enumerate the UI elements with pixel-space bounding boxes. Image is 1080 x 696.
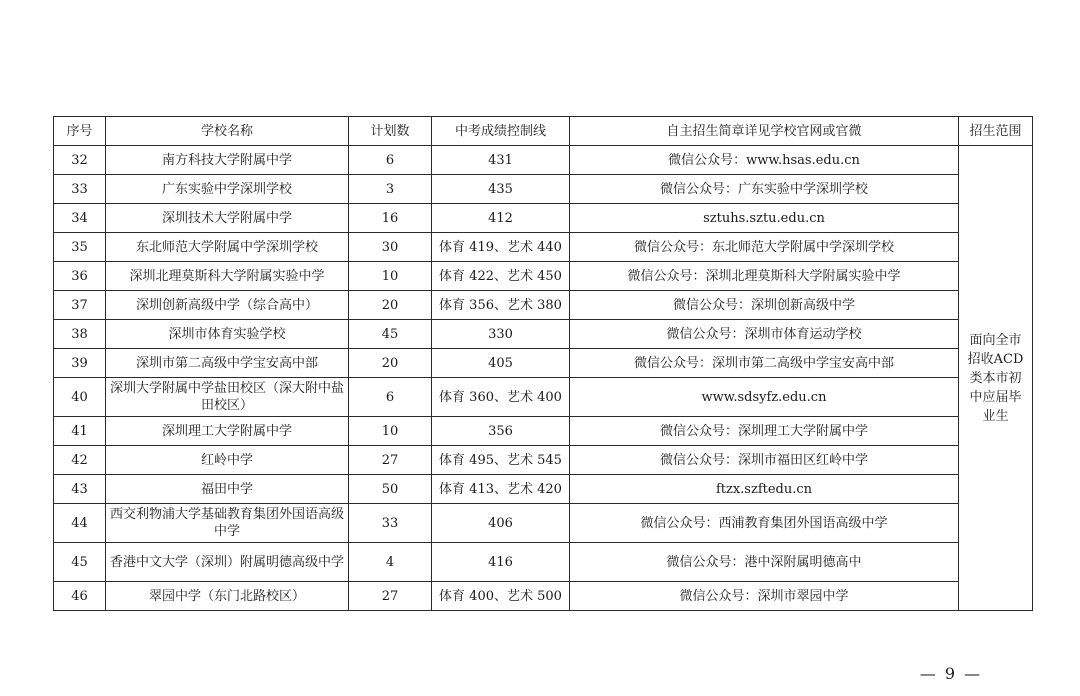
- cell-score-line: 体育 413、艺术 420: [432, 475, 570, 504]
- cell-school-name: 深圳市体育实验学校: [106, 320, 349, 349]
- cell-info-source: 微信公众号：广东实验中学深圳学校: [570, 175, 959, 204]
- header-info-source: 自主招生简章详见学校官网或官微: [570, 117, 959, 146]
- cell-school-name: 深圳创新高级中学（综合高中）: [106, 291, 349, 320]
- cell-score-line: 体育 356、艺术 380: [432, 291, 570, 320]
- cell-plan-count: 10: [349, 262, 432, 291]
- table-header-row: [54, 117, 1033, 146]
- cell-school-name: 福田中学: [106, 475, 349, 504]
- cell-school-name: 南方科技大学附属中学: [106, 146, 349, 175]
- page-number: — 9 —: [919, 664, 983, 683]
- cell-plan-count: 45: [349, 320, 432, 349]
- cell-plan-count: 6: [349, 146, 432, 175]
- cell-serial: 38: [54, 320, 106, 349]
- cell-info-source: 微信公众号：深圳创新高级中学: [570, 291, 959, 320]
- table-row: [54, 233, 1033, 262]
- cell-info-source: 微信公众号：深圳市福田区红岭中学: [570, 446, 959, 475]
- cell-info-source: 微信公众号：港中深附属明德高中: [570, 543, 959, 582]
- cell-serial: 44: [54, 504, 106, 543]
- cell-score-line: 体育 400、艺术 500: [432, 582, 570, 611]
- table-row: [54, 262, 1033, 291]
- cell-info-source: 微信公众号：深圳市体育运动学校: [570, 320, 959, 349]
- cell-plan-count: 3: [349, 175, 432, 204]
- cell-info-source: www.sdsyfz.edu.cn: [570, 378, 959, 417]
- table-row: [54, 320, 1033, 349]
- cell-plan-count: 16: [349, 204, 432, 233]
- cell-serial: 45: [54, 543, 106, 582]
- header-admission-range: 招生范围: [959, 117, 1033, 146]
- cell-plan-count: 4: [349, 543, 432, 582]
- cell-serial: 32: [54, 146, 106, 175]
- table-row: [54, 475, 1033, 504]
- cell-school-name: 深圳理工大学附属中学: [106, 417, 349, 446]
- cell-info-source: 微信公众号：www.hsas.edu.cn: [570, 146, 959, 175]
- cell-score-line: 356: [432, 417, 570, 446]
- header-serial: 序号: [54, 117, 106, 146]
- cell-info-source: 微信公众号：深圳市翠园中学: [570, 582, 959, 611]
- cell-score-line: 405: [432, 349, 570, 378]
- cell-serial: 39: [54, 349, 106, 378]
- cell-serial: 42: [54, 446, 106, 475]
- cell-score-line: 406: [432, 504, 570, 543]
- cell-school-name: 红岭中学: [106, 446, 349, 475]
- cell-school-name: 深圳大学附属中学盐田校区（深大附中盐田校区）: [106, 378, 349, 417]
- cell-info-source: 微信公众号：深圳市第二高级中学宝安高中部: [570, 349, 959, 378]
- header-score-line: 中考成绩控制线: [432, 117, 570, 146]
- cell-info-source: 微信公众号：东北师范大学附属中学深圳学校: [570, 233, 959, 262]
- cell-serial: 37: [54, 291, 106, 320]
- cell-info-source: sztuhs.sztu.edu.cn: [570, 204, 959, 233]
- header-school-name: 学校名称: [106, 117, 349, 146]
- cell-score-line: 431: [432, 146, 570, 175]
- header-plan-count: 计划数: [349, 117, 432, 146]
- cell-info-source: 微信公众号：西浦教育集团外国语高级中学: [570, 504, 959, 543]
- cell-plan-count: 50: [349, 475, 432, 504]
- cell-score-line: 416: [432, 543, 570, 582]
- cell-serial: 34: [54, 204, 106, 233]
- cell-serial: 46: [54, 582, 106, 611]
- cell-serial: 43: [54, 475, 106, 504]
- cell-school-name: 东北师范大学附属中学深圳学校: [106, 233, 349, 262]
- cell-plan-count: 6: [349, 378, 432, 417]
- cell-plan-count: 27: [349, 582, 432, 611]
- cell-serial: 35: [54, 233, 106, 262]
- table-row: [54, 378, 1033, 417]
- table-row: [54, 446, 1033, 475]
- cell-school-name: 深圳技术大学附属中学: [106, 204, 349, 233]
- table-row: [54, 582, 1033, 611]
- cell-school-name: 深圳北理莫斯科大学附属实验中学: [106, 262, 349, 291]
- cell-serial: 36: [54, 262, 106, 291]
- cell-score-line: 体育 495、艺术 545: [432, 446, 570, 475]
- table-row: [54, 204, 1033, 233]
- cell-serial: 40: [54, 378, 106, 417]
- cell-score-line: 体育 360、艺术 400: [432, 378, 570, 417]
- cell-plan-count: 20: [349, 349, 432, 378]
- cell-serial: 33: [54, 175, 106, 204]
- cell-score-line: 体育 422、艺术 450: [432, 262, 570, 291]
- cell-school-name: 深圳市第二高级中学宝安高中部: [106, 349, 349, 378]
- cell-admission-range: 面向全市招收ACD类本市初中应届毕业生: [959, 146, 1033, 611]
- cell-school-name: 西交利物浦大学基础教育集团外国语高级中学: [106, 504, 349, 543]
- table-row: [54, 417, 1033, 446]
- cell-score-line: 435: [432, 175, 570, 204]
- cell-school-name: 香港中文大学（深圳）附属明德高级中学: [106, 543, 349, 582]
- cell-plan-count: 33: [349, 504, 432, 543]
- table-row: [54, 291, 1033, 320]
- table-row: [54, 175, 1033, 204]
- cell-plan-count: 30: [349, 233, 432, 262]
- cell-plan-count: 10: [349, 417, 432, 446]
- cell-school-name: 翠园中学（东门北路校区）: [106, 582, 349, 611]
- cell-info-source: 微信公众号：深圳北理莫斯科大学附属实验中学: [570, 262, 959, 291]
- cell-info-source: 微信公众号：深圳理工大学附属中学: [570, 417, 959, 446]
- cell-plan-count: 27: [349, 446, 432, 475]
- table-row: [54, 504, 1033, 543]
- admissions-table: [53, 116, 1033, 611]
- cell-score-line: 体育 419、艺术 440: [432, 233, 570, 262]
- table-row: [54, 543, 1033, 582]
- table-row: [54, 146, 1033, 175]
- cell-plan-count: 20: [349, 291, 432, 320]
- table-row: [54, 349, 1033, 378]
- cell-serial: 41: [54, 417, 106, 446]
- cell-info-source: ftzx.szftedu.cn: [570, 475, 959, 504]
- cell-school-name: 广东实验中学深圳学校: [106, 175, 349, 204]
- cell-score-line: 412: [432, 204, 570, 233]
- cell-score-line: 330: [432, 320, 570, 349]
